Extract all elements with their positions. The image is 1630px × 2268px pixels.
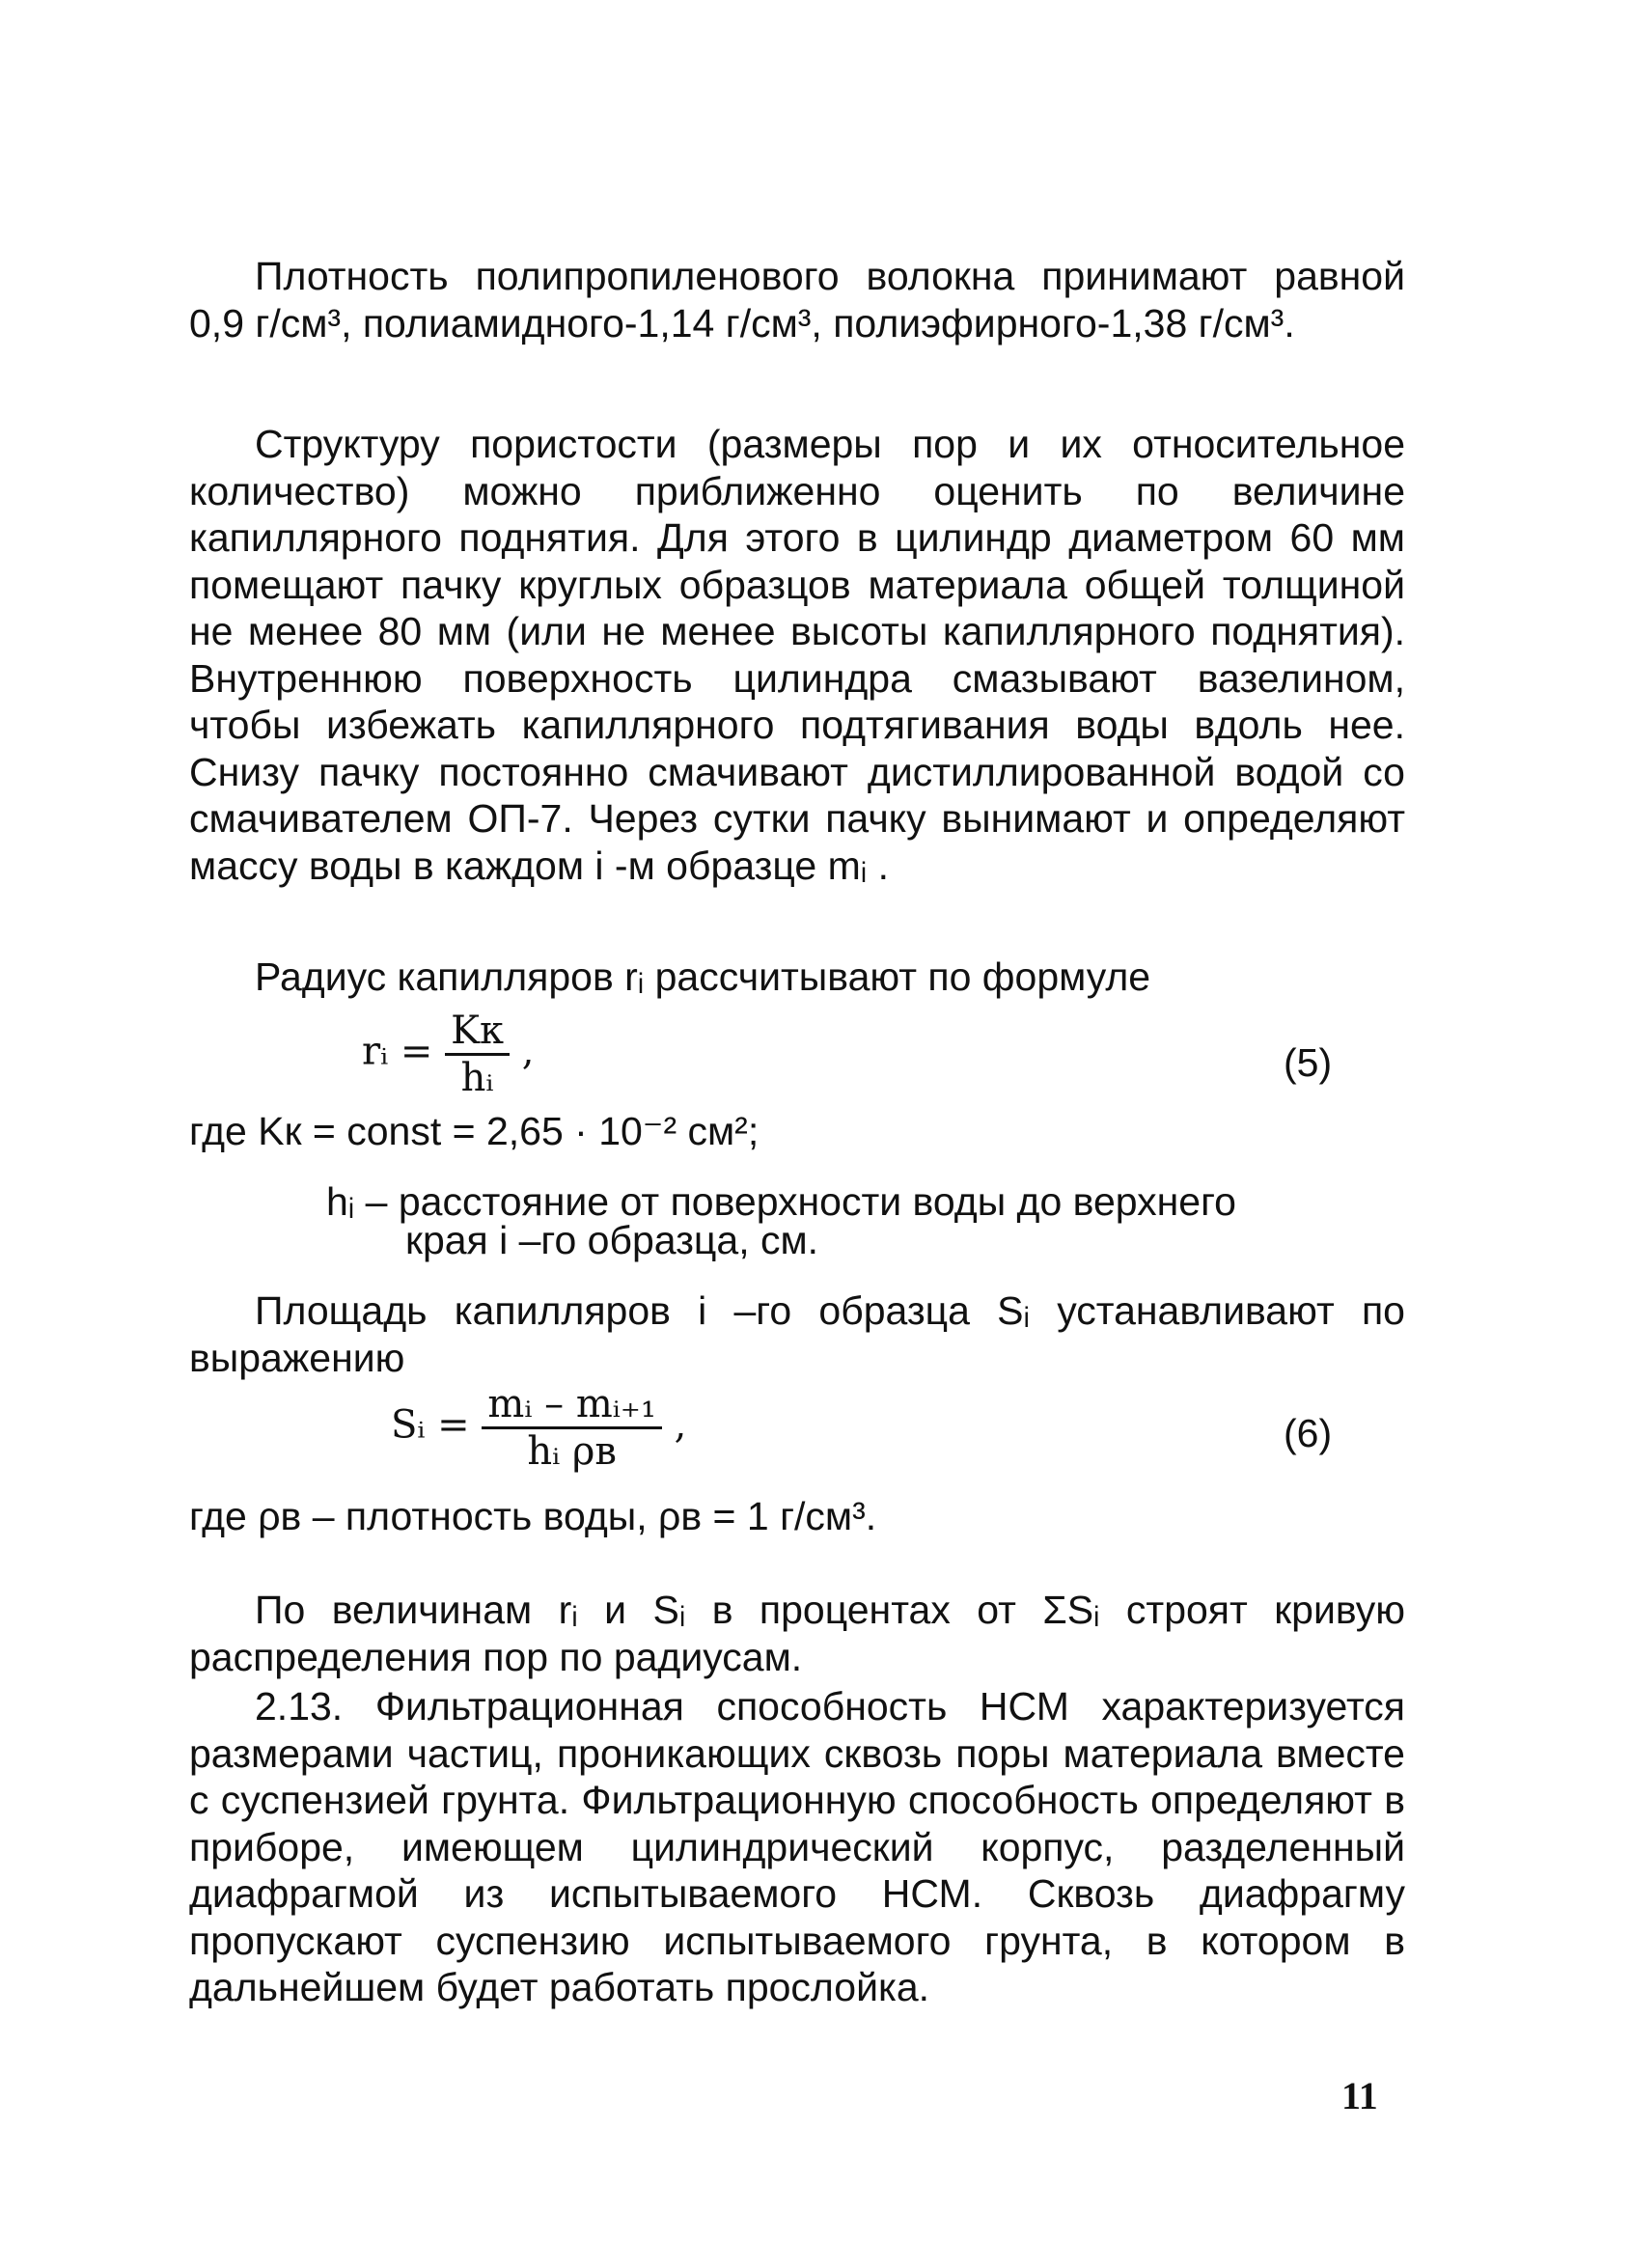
equation-number-6: (6): [1284, 1411, 1333, 1455]
formula-6-numerator: mᵢ – mᵢ₊₁: [482, 1382, 662, 1429]
paragraph-radius-intro: Радиус капилляров rᵢ рассчитывают по формуле: [255, 954, 1151, 999]
formula-5-fraction: [445, 1009, 510, 1100]
where-clause-6: где ρв – плотность воды, ρв = 1 г/см³.: [189, 1494, 877, 1538]
formula-5-lhs: rᵢ =: [362, 1029, 433, 1074]
formula-5: [362, 1009, 534, 1100]
formula-6-lhs: Sᵢ =: [391, 1402, 470, 1448]
page-number: 11: [1341, 2074, 1378, 2117]
formula-6: [391, 1382, 686, 1474]
formula-5-tail: ,: [521, 1029, 535, 1074]
paragraph-density: Плотность полипропиленового волокна принимают равной 0,9 г/см³, полиамидного-1,14 г/см³, полиэфирного-1,38 г/см³.: [189, 254, 1405, 346]
formula-6-denominator: hᵢ ρв: [527, 1429, 617, 1474]
formula-6-tail: ,: [674, 1402, 687, 1448]
where-clause-5: где Kк = const = 2,65 · 10⁻² см²;: [189, 1109, 760, 1153]
paragraph-porosity: Структуру пористости (размеры пор и их относительное количество) можно приближенно оценить по величине капиллярного поднятия. Для этого в цилиндр диаметром 60 мм помещают пачку круглых образцов материала общей толщиной не менее 80 мм (или не менее высоты капиллярного поднятия). Внутреннюю поверхность цилиндра смазывают вазелином, чтобы избежать капиллярного подтягивания воды вдоль нее. Снизу пачку постоянно смачивают дистиллированной водой со смачивателем ОП-7. Через сутки пачку вынимают и определяют массу воды в каждом i -м образце mᵢ .: [189, 422, 1405, 888]
definition-h-line2: края i –го образца, см.: [405, 1218, 819, 1262]
paragraph-area-intro: Площадь капилляров i –го образца Sᵢ устанавливают по выражению: [189, 1288, 1405, 1380]
paragraph-distribution: По величинам rᵢ и Sᵢ в процентах от ΣSᵢ строят кривую распределения пор по радиусам.: [189, 1588, 1405, 1679]
definition-h-line1: hᵢ – расстояние от поверхности воды до верхнего: [326, 1179, 1236, 1224]
formula-5-numerator: Kк: [445, 1009, 510, 1056]
paragraph-filtration: 2.13. Фильтрационная способность НСМ характеризуется размерами частиц, проникающих сквозь поры материала вместе с суспензией грунта. Фильтрационную способность определяют в приборе, имеющем цилиндрический корпус, разделенный диафрагмой из испытываемого НСМ. Сквозь диафрагму пропускают суспензию испытываемого грунта, в котором в дальнейшем будет работать прослойка.: [189, 1684, 1405, 2009]
formula-5-denominator: hᵢ: [460, 1056, 494, 1100]
equation-number-5: (5): [1284, 1040, 1333, 1085]
formula-6-fraction: [482, 1382, 662, 1474]
